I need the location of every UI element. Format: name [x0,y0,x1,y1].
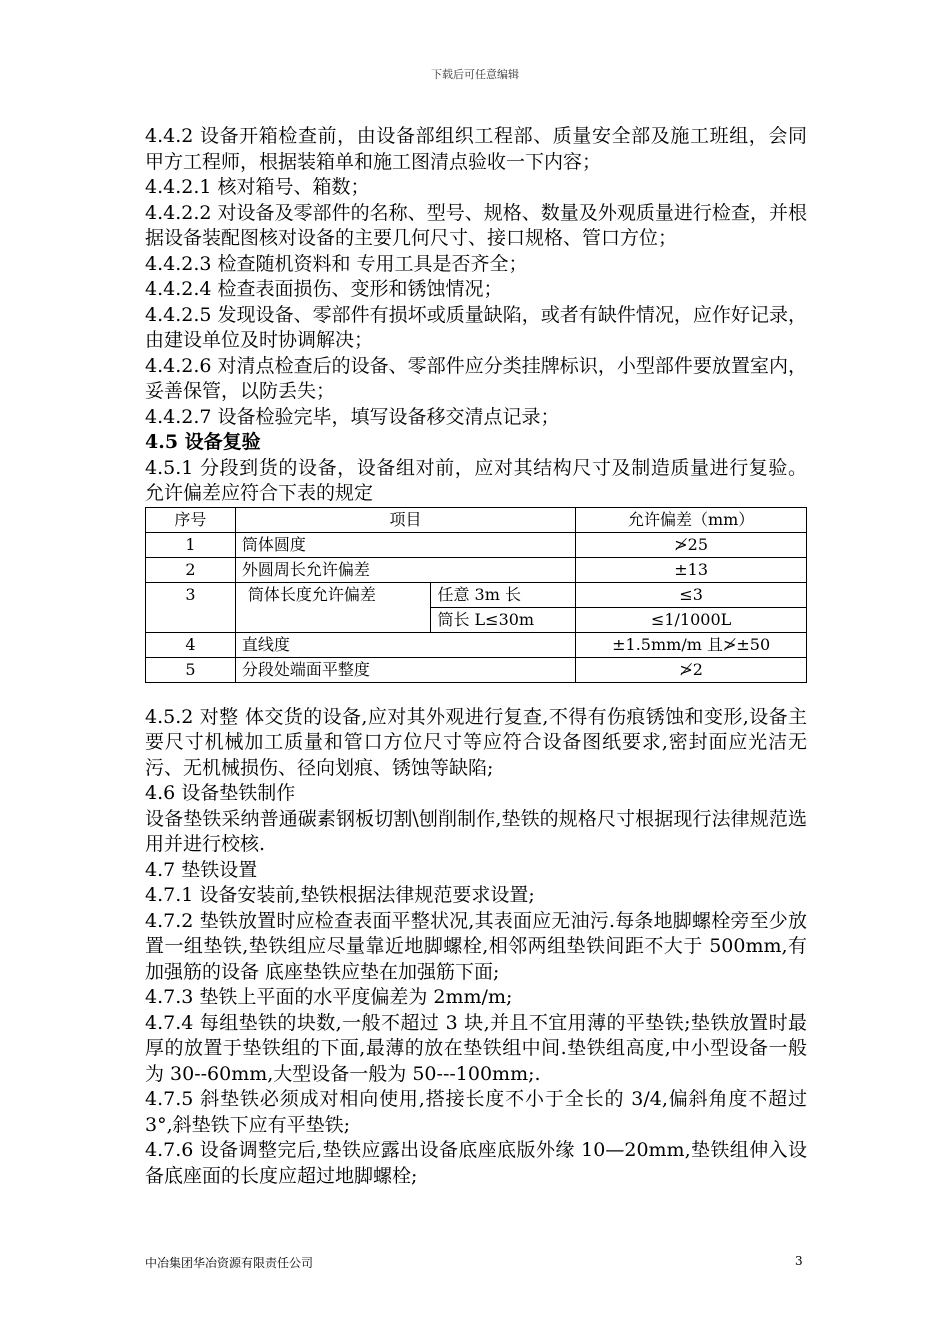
row-no: 1 [146,532,236,557]
row-no: 3 [146,582,236,632]
row-no: 2 [146,557,236,582]
row-tolerance: ±1.5mm/m 且≯±50 [576,632,807,657]
header-item: 项目 [235,507,575,532]
row-no: 5 [146,657,236,682]
page-number: 3 [795,1254,803,1268]
paragraph-4-4-2-2: 4.4.2.2 对设备及零部件的名称、型号、规格、数量及外观质量进行检查，并根据设备装配图核对设备的主要几何尺寸、接口规格、管口方位； [145,201,807,249]
table-row [146,657,807,682]
section-heading-4-7: 4.7 垫铁设置 [145,858,258,881]
paragraph-4-4-2-3: 4.4.2.3 检查随机资料和 专用工具是否齐全； [145,252,528,275]
table-row [146,632,807,657]
row-tolerance: ≤1/1000L [576,607,807,632]
paragraph-4-6-body: 设备垫铁采纳普通碳素钢板切割\刨削制作,垫铁的规格尺寸根据现行法律规范选用并进行校核. [145,807,807,855]
row-subitem: 任意 3m 长 [431,582,576,607]
paragraph-4-5-2: 4.5.2 对整 体交货的设备,应对其外观进行复查,不得有伤痕锈蚀和变形,设备主要尺寸机械加工质量和管口方位尺寸等应符合设备图纸要求,密封面应光洁无污、无机械损伤、径向划痕、锈蚀等缺陷; [145,705,807,779]
paragraph-4-4-2-6: 4.4.2.6 对清点检查后的设备、零部件应分类挂牌标识，小型部件要放置室内，妥善保管，以防丢失； [145,354,807,402]
row-item: 筒体长度允许偏差 [235,582,431,632]
paragraph-4-4-2-7: 4.4.2.7 设备检验完毕，填写设备移交清点记录； [145,405,560,428]
page-header-note: 下载后可任意编辑 [431,68,519,81]
paragraph-4-7-6: 4.7.6 设备调整完后,垫铁应露出设备底座底版外缘 10—20mm,垫铁组伸入设备底座面的长度应超过地脚螺栓; [145,1139,807,1187]
table-header-row [146,507,807,532]
row-item: 直线度 [235,632,575,657]
paragraph-4-7-2: 4.7.2 垫铁放置时应检查表面平整状况,其表面应无油污.每条地脚螺栓旁至少放置一组垫铁,垫铁组应尽量靠近地脚螺栓,相邻两组垫铁间距不大于 500mm,有加强筋的设备 底座垫铁应垫在加强筋下面; [145,909,807,983]
table-row [146,582,807,607]
row-no: 4 [146,632,236,657]
paragraph-4-5-1: 4.5.1 分段到货的设备，设备组对前，应对其结构尺寸及制造质量进行复验。允许偏差应符合下表的规定 [145,456,807,504]
table-row [146,532,807,557]
header-no: 序号 [146,507,236,532]
row-tolerance: ±13 [576,557,807,582]
row-subitem: 筒长 L≤30m [431,607,576,632]
row-item: 筒体圆度 [235,532,575,557]
document-body [145,124,807,1189]
table-row [146,557,807,582]
paragraph-4-4-2-5: 4.4.2.5 发现设备、零部件有损坏或质量缺陷，或者有缺件情况，应作好记录，由建设单位及时协调解决； [145,303,807,351]
paragraph-4-7-5: 4.7.5 斜垫铁必须成对相向使用,搭接长度不小于全长的 3/4,偏斜角度不超过 3°,斜垫铁下应有平垫铁; [145,1088,807,1136]
paragraph-4-4-2-4: 4.4.2.4 检查表面损伤、变形和锈蚀情况； [145,278,503,300]
row-item: 外圆周长允许偏差 [235,557,575,582]
section-heading-4-5: 4.5 设备复验 [145,431,261,453]
footer-company: 中冶集团华冶资源有限责任公司 [145,1256,314,1270]
header-tolerance: 允许偏差（mm） [576,507,807,532]
row-tolerance: ≯2 [576,657,807,682]
paragraph-4-7-1: 4.7.1 设备安装前,垫铁根据法律规范要求设置; [145,884,535,906]
paragraph-4-4-2-1: 4.4.2.1 核对箱号、箱数； [145,176,370,198]
paragraph-4-7-4: 4.7.4 每组垫铁的块数,一般不超过 3 块,并且不宜用薄的平垫铁;垫铁放置时最厚的放置于垫铁组的下面,最薄的放在垫铁组中间.垫铁组高度,中小型设备一般为 30--60mm,大型设备一般为 50---100mm;. [145,1011,807,1085]
row-tolerance: ≯25 [576,532,807,557]
row-item: 分段处端面平整度 [235,657,575,682]
paragraph-4-4-2: 4.4.2 设备开箱检查前，由设备部组织工程部、质量安全部及施工班组，会同甲方工程师，根据装箱单和施工图清点验收一下内容； [145,125,807,173]
tolerance-table [145,507,807,683]
paragraph-4-7-3: 4.7.3 垫铁上平面的水平度偏差为 2mm/m; [145,986,513,1008]
section-heading-4-6: 4.6 设备垫铁制作 [145,782,296,804]
row-tolerance: ≤3 [576,582,807,607]
